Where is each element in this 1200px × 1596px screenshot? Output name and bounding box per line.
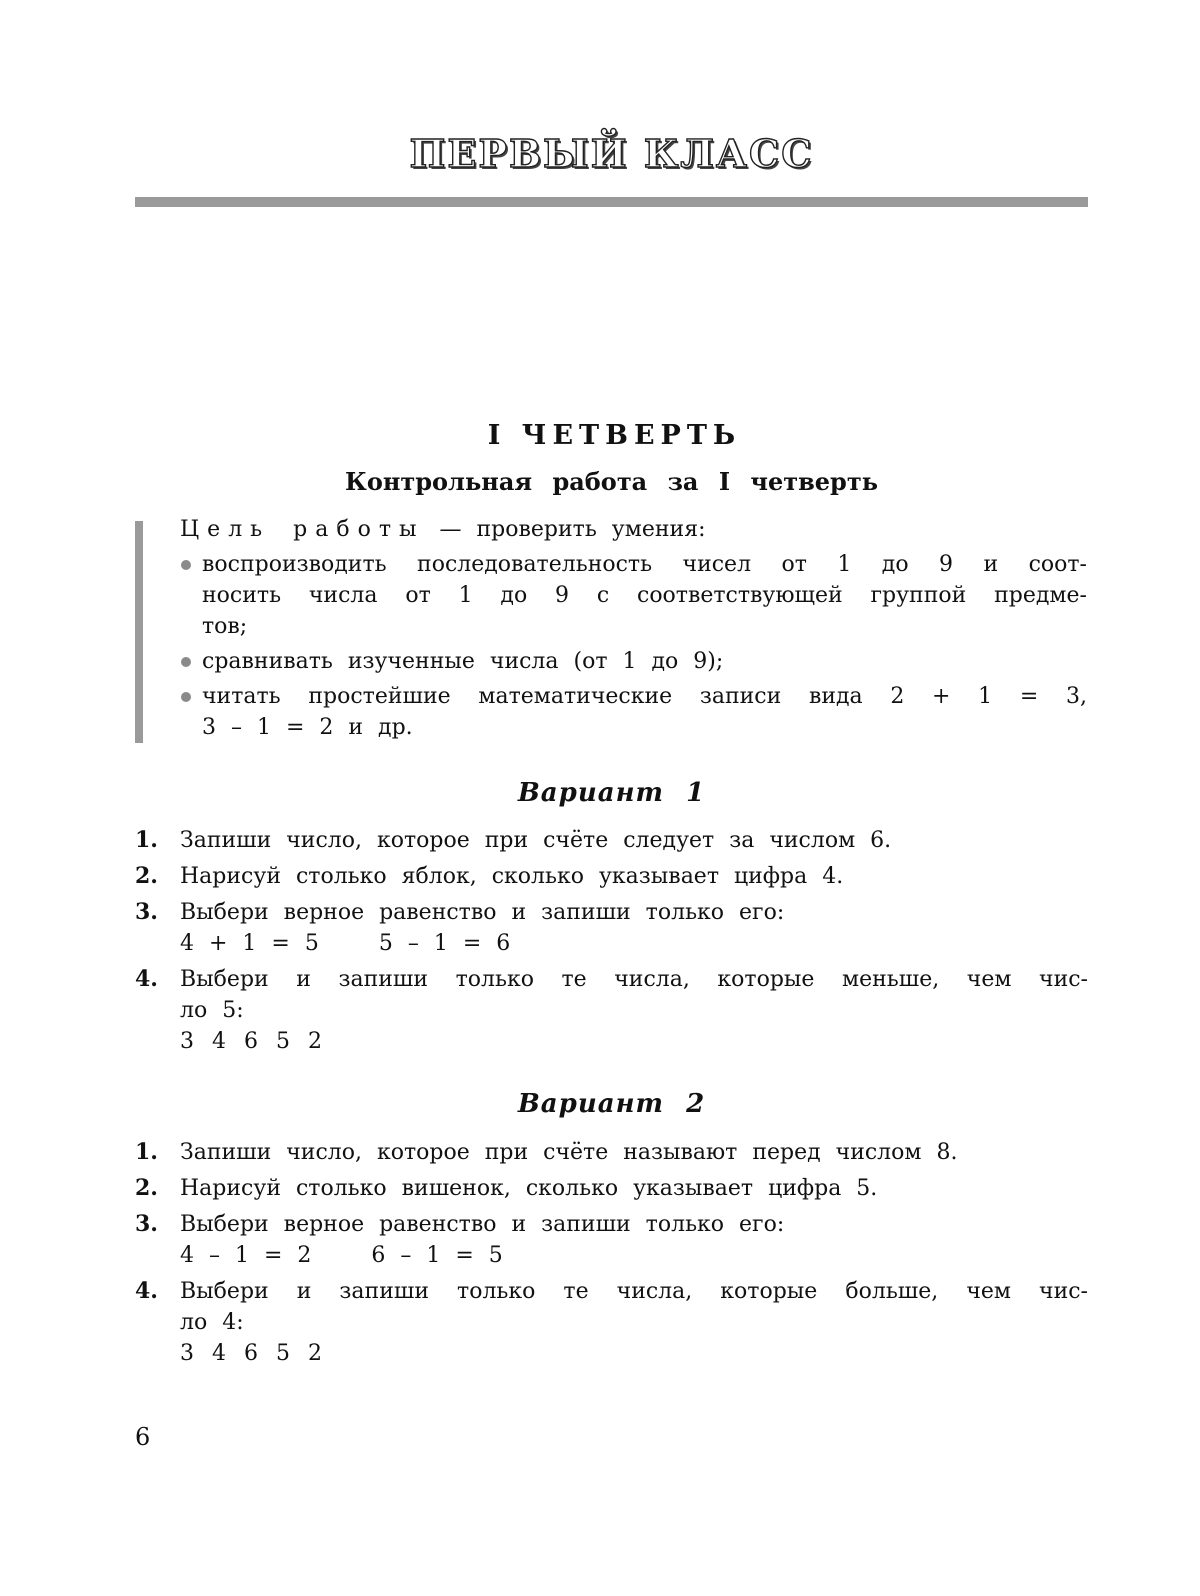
goal-item xyxy=(180,646,1087,677)
task-item xyxy=(135,861,1088,892)
goal-line: воспроизводить последовательность чисел от 1 до 9 и соот- xyxy=(202,552,1087,577)
goal-line: читать простейшие математические записи вида 2 + 1 = 3, xyxy=(202,684,1087,709)
equation-choice: 4 – 1 = 2 xyxy=(180,1243,312,1268)
page-title: ПЕРВЫЙ КЛАСС xyxy=(409,131,814,176)
goals-side-bar xyxy=(135,521,143,743)
number-item: 3 xyxy=(180,1341,194,1366)
goal-line: сравнивать изученные числа (от 1 до 9); xyxy=(202,649,724,674)
task-text: Выбери верное равенство и запиши только его: xyxy=(180,1212,785,1237)
title-rule xyxy=(135,197,1088,207)
goal-item xyxy=(180,549,1087,642)
bullet-icon xyxy=(181,657,191,667)
task-text: ло 5: xyxy=(180,998,244,1023)
task-item xyxy=(135,897,1088,959)
task-item xyxy=(135,1209,1088,1271)
task-text: Нарисуй столько яблок, сколько указывает цифра 4. xyxy=(180,864,844,889)
task-item xyxy=(135,825,1088,856)
task-text: Выбери верное равенство и запиши только его: xyxy=(180,900,785,925)
equation-choice: 5 – 1 = 6 xyxy=(378,931,511,956)
task-number: 3. xyxy=(135,899,158,925)
number-list xyxy=(180,1341,340,1366)
number-item: 4 xyxy=(212,1029,226,1054)
variant-2-tasks xyxy=(135,1137,1088,1374)
goals-lead xyxy=(180,514,1087,545)
task-item xyxy=(135,964,1088,1057)
page-number: 6 xyxy=(135,1423,151,1451)
task-number: 4. xyxy=(135,966,158,992)
task-text: ло 4: xyxy=(180,1310,244,1335)
number-item: 4 xyxy=(212,1341,226,1366)
task-number: 4. xyxy=(135,1278,158,1304)
goals-lead-key: Цель работы xyxy=(180,517,425,542)
goals-lead-rest: — проверить умения: xyxy=(424,517,706,542)
number-item: 3 xyxy=(180,1029,194,1054)
equation-choices xyxy=(180,1240,1088,1271)
task-number: 1. xyxy=(135,1139,158,1165)
equation-choice: 6 – 1 = 5 xyxy=(371,1243,503,1268)
goal-item xyxy=(180,681,1087,743)
task-item xyxy=(135,1137,1088,1168)
task-text: Выбери и запиши только те числа, которые меньше, чем чис- xyxy=(180,967,1088,992)
number-item: 2 xyxy=(308,1341,322,1366)
number-item: 6 xyxy=(244,1341,258,1366)
task-item xyxy=(135,1276,1088,1369)
number-item: 2 xyxy=(308,1029,322,1054)
number-item: 5 xyxy=(276,1341,290,1366)
quarter-subtitle: Контрольная работа за I четверть xyxy=(344,467,878,496)
goal-line: тов; xyxy=(202,614,248,639)
goals-block xyxy=(180,514,1087,743)
equation-choice: 4 + 1 = 5 xyxy=(180,931,319,956)
number-list xyxy=(180,1029,340,1054)
task-text: Выбери и запиши только те числа, которые больше, чем чис- xyxy=(180,1279,1088,1304)
task-item xyxy=(135,1173,1088,1204)
bullet-icon xyxy=(181,560,191,570)
goal-line: 3 – 1 = 2 и др. xyxy=(202,715,413,740)
task-number: 1. xyxy=(135,827,158,853)
task-text: Запиши число, которое при счёте называют перед числом 8. xyxy=(180,1140,958,1165)
variant-1-title: Вариант 1 xyxy=(517,778,706,808)
variant-1-tasks xyxy=(135,825,1088,1062)
number-item: 6 xyxy=(244,1029,258,1054)
number-item: 5 xyxy=(276,1029,290,1054)
task-number: 2. xyxy=(135,1175,158,1201)
bullet-icon xyxy=(181,692,191,702)
task-text: Нарисуй столько вишенок, сколько указывает цифра 5. xyxy=(180,1176,878,1201)
task-number: 2. xyxy=(135,863,158,889)
task-text: Запиши число, которое при счёте следует за числом 6. xyxy=(180,828,892,853)
equation-choices xyxy=(180,928,1088,959)
variant-2-title: Вариант 2 xyxy=(517,1089,706,1119)
quarter-title: I ЧЕТВЕРТЬ xyxy=(487,420,742,451)
task-number: 3. xyxy=(135,1211,158,1237)
goal-line: носить числа от 1 до 9 с соответствующей группой предме- xyxy=(202,583,1087,608)
